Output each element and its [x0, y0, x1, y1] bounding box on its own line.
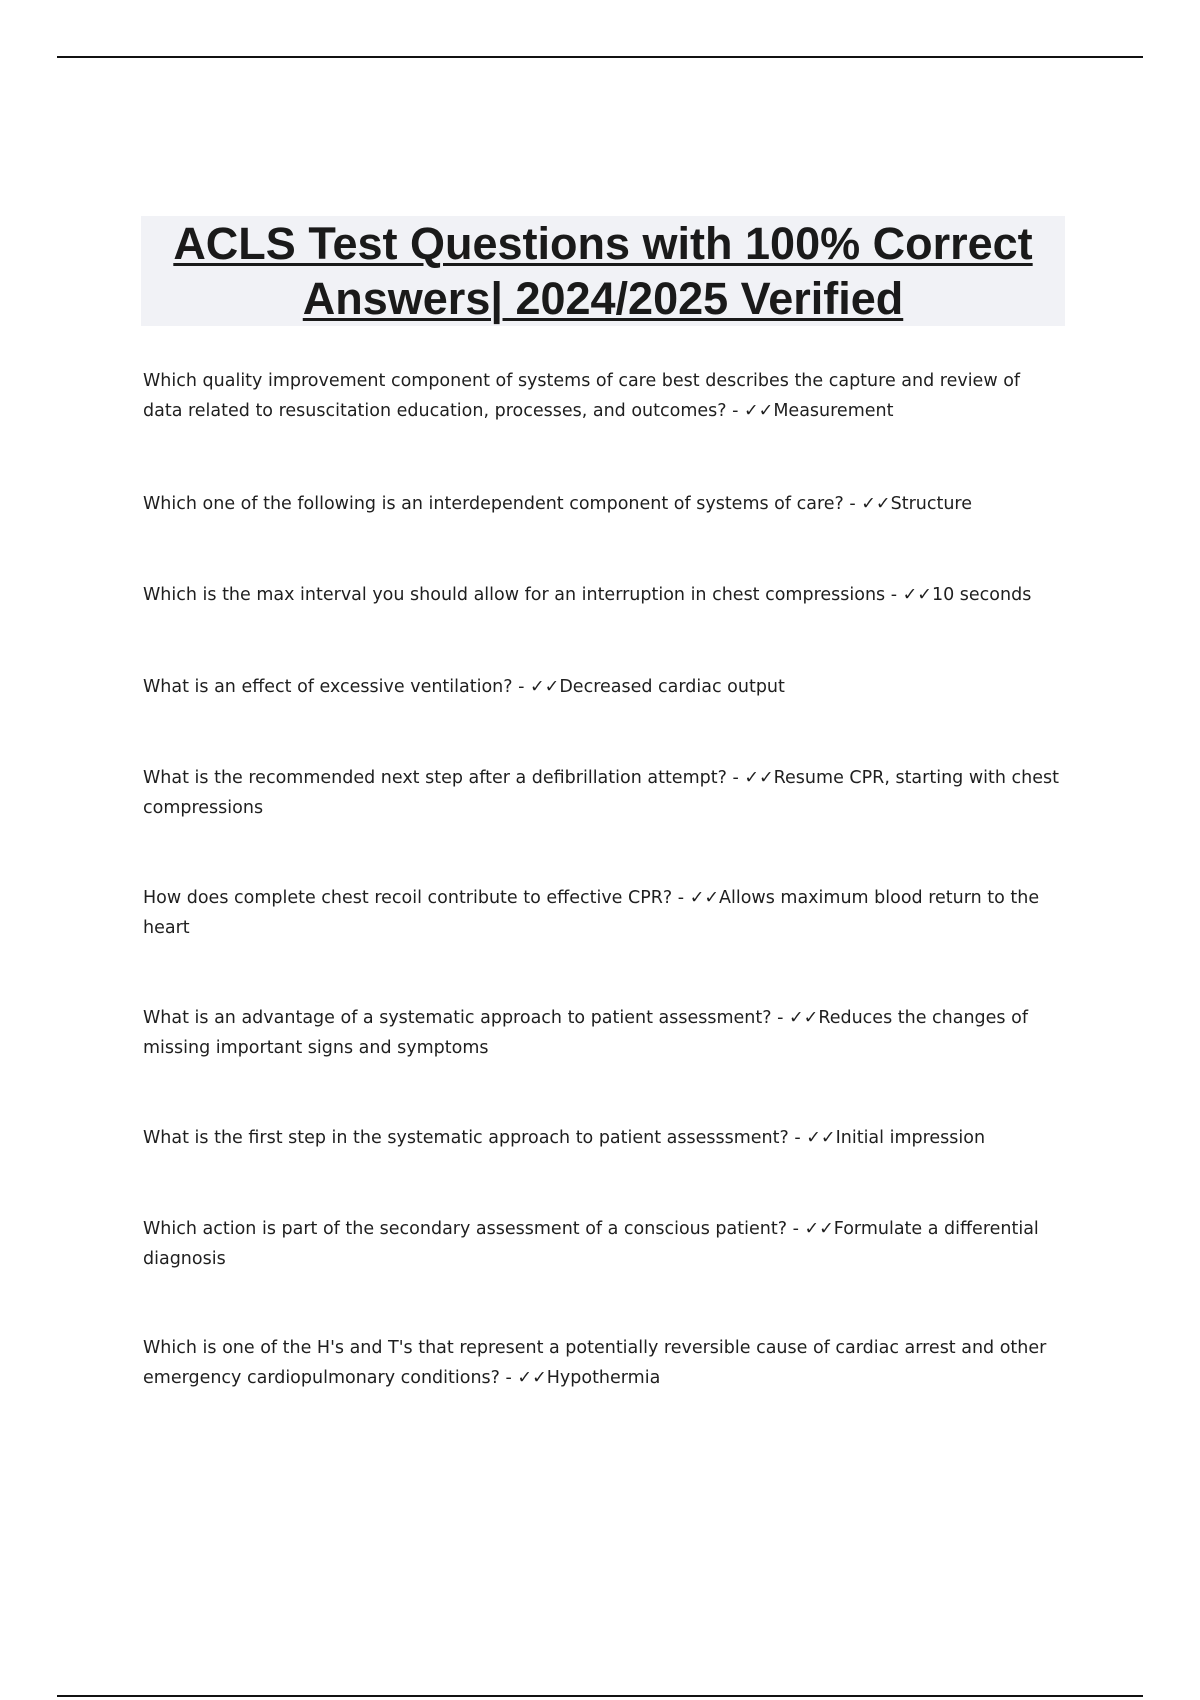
check-icon: ✓✓ — [789, 1008, 819, 1028]
answer-text: 10 seconds — [931, 585, 1032, 605]
check-icon: ✓✓ — [530, 677, 560, 697]
document-title: ACLS Test Questions with 100% Correct Answers| 2024/2025 Verified — [173, 218, 1033, 324]
qa-item-4 — [143, 672, 1063, 702]
qa-item-6 — [143, 883, 1063, 943]
question-text: Which is the max interval you should allow for an interruption in chest compressions — [143, 585, 886, 605]
question-text: Which is one of the H's and T's that represent a potentially reversible cause of cardiac arrest and other emergency cardiopulmonary conditions? — [143, 1338, 1047, 1388]
check-icon: ✓✓ — [689, 888, 720, 908]
check-icon: ✓✓ — [744, 401, 774, 421]
qa-item-5 — [143, 763, 1063, 823]
answer-text: Hypothermia — [546, 1368, 661, 1388]
qa-item-8 — [143, 1123, 1063, 1153]
answer-text: Measurement — [773, 401, 894, 421]
answer-text: Resume CPR, starting with chest compressions — [143, 768, 1059, 818]
qa-item-7 — [143, 1003, 1063, 1063]
separator: - — [726, 768, 745, 788]
check-icon: ✓✓ — [806, 1128, 836, 1148]
question-text: What is the first step in the systematic approach to patient assesssment? — [143, 1128, 789, 1148]
separator: - — [843, 494, 862, 514]
check-icon: ✓✓ — [861, 494, 891, 514]
title-block — [141, 216, 1065, 326]
separator: - — [726, 401, 744, 421]
question-text: What is an effect of excessive ventilation? — [143, 677, 513, 697]
check-icon: ✓✓ — [902, 585, 932, 605]
qa-item-10 — [143, 1333, 1063, 1393]
question-text: How does complete chest recoil contribute to effective CPR? — [143, 888, 673, 908]
answer-text: Allows maximum blood return to the heart — [143, 888, 1040, 938]
check-icon: ✓✓ — [804, 1219, 834, 1239]
qa-item-1 — [143, 366, 1063, 426]
question-text: What is the recommended next step after a defibrillation attempt? — [143, 768, 727, 788]
bottom-rule — [57, 1695, 1143, 1697]
question-text: Which one of the following is an interdependent component of systems of care? — [143, 494, 844, 514]
separator: - — [771, 1008, 790, 1028]
separator: - — [499, 1368, 518, 1388]
check-icon: ✓✓ — [517, 1368, 547, 1388]
separator: - — [512, 677, 530, 697]
answer-text: Decreased cardiac output — [559, 677, 785, 697]
qa-item-9 — [143, 1214, 1063, 1274]
separator: - — [672, 888, 690, 908]
answer-text: Reduces the changes of missing important signs and symptoms — [143, 1008, 1028, 1058]
answer-text: Structure — [890, 494, 973, 514]
qa-item-2 — [143, 489, 1063, 519]
separator: - — [788, 1128, 807, 1148]
separator: - — [787, 1219, 805, 1239]
question-text: Which quality improvement component of systems of care best describes the capture and review of data related to resuscitation education, processes, and outcomes? — [143, 371, 1021, 421]
question-text: What is an advantage of a systematic approach to patient assessment? — [143, 1008, 772, 1028]
answer-text: Formulate a differential diagnosis — [143, 1219, 1039, 1269]
answer-text: Initial impression — [835, 1128, 986, 1148]
qa-item-3 — [143, 580, 1063, 610]
separator: - — [885, 585, 903, 605]
top-rule — [57, 56, 1143, 58]
check-icon: ✓✓ — [744, 768, 774, 788]
question-text: Which action is part of the secondary assessment of a conscious patient? — [143, 1219, 787, 1239]
